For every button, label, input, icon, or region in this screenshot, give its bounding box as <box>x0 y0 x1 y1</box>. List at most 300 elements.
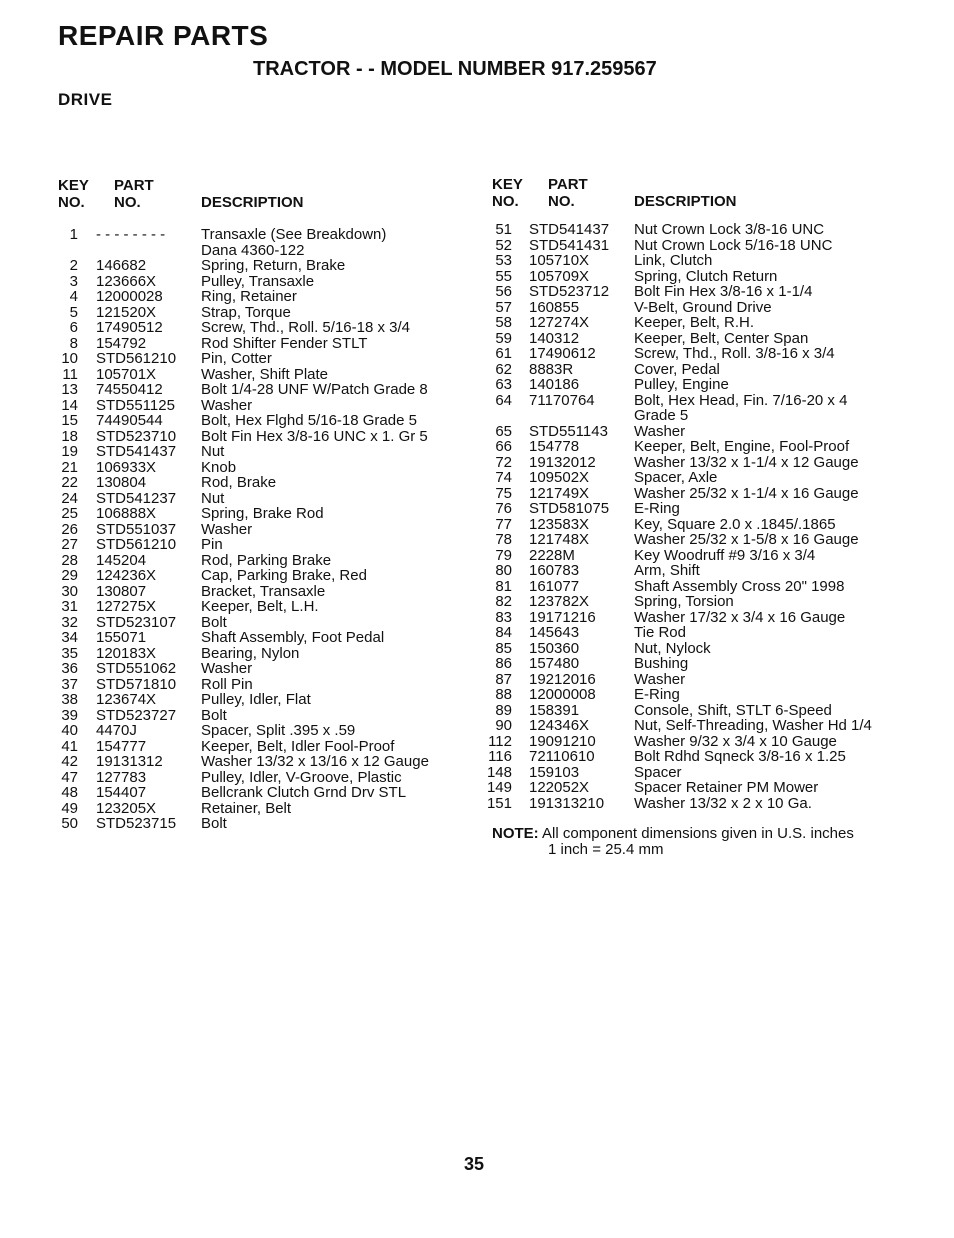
right-parts-list <box>480 222 900 811</box>
part-description: Nut Crown Lock 5/16-18 UNC <box>634 236 833 254</box>
part-description: Bolt Fin Hex 3/8-16 UNC x 1. Gr 5 <box>201 427 428 445</box>
table-row <box>480 687 900 703</box>
key-number: 85 <box>495 639 512 657</box>
table-row <box>40 413 460 429</box>
table-row <box>480 625 900 641</box>
key-number: 41 <box>61 737 78 755</box>
key-number: 10 <box>61 350 78 367</box>
key-number: 6 <box>69 319 78 336</box>
key-number: 61 <box>495 345 512 362</box>
part-number: 154407 <box>96 784 147 801</box>
part-description: Pulley, Engine <box>634 376 729 393</box>
part-number: 2228M <box>529 546 575 564</box>
key-number: 66 <box>495 438 512 455</box>
table-row <box>480 641 900 657</box>
page-number: 35 <box>464 1154 485 1174</box>
key-number: 18 <box>61 427 78 445</box>
part-number: STD561210 <box>96 536 177 553</box>
table-row <box>480 517 900 533</box>
key-number: 31 <box>61 598 78 615</box>
key-number: 24 <box>61 489 78 507</box>
table-row <box>40 351 460 367</box>
part-number: STD571810 <box>96 675 177 693</box>
part-number: 120183X <box>96 644 157 662</box>
part-number: 127274X <box>529 314 590 331</box>
part-description: Keeper, Belt, Center Span <box>634 329 809 347</box>
key-number: 148 <box>486 763 512 781</box>
key-number: 58 <box>495 314 512 331</box>
key-number: 87 <box>495 670 512 688</box>
part-description: Grade 5 <box>634 407 689 424</box>
part-number: 74490544 <box>96 412 163 429</box>
part-number: STD551143 <box>529 422 608 440</box>
right-key-header <box>492 176 523 210</box>
part-header-top: PART <box>114 177 154 194</box>
key-number: 13 <box>61 381 78 398</box>
key-number: 57 <box>495 298 512 316</box>
key-number: 116 <box>488 748 512 765</box>
part-description: Screw, Thd., Roll. 5/16-18 x 3/4 <box>201 319 410 336</box>
table-row <box>480 238 900 254</box>
table-row <box>480 331 900 347</box>
left-description-header: DESCRIPTION <box>201 194 304 211</box>
part-description: Washer <box>634 422 686 440</box>
part-description: Key, Square 2.0 x .1845/.1865 <box>634 515 836 533</box>
table-row <box>480 253 900 269</box>
table-row <box>480 672 900 688</box>
part-description: Shaft Assembly Cross 20" 1998 <box>634 577 845 595</box>
part-number: 17490612 <box>529 345 596 362</box>
part-description: Nut <box>201 489 225 507</box>
part-number: STD551125 <box>96 396 175 414</box>
part-number: 124346X <box>529 717 590 734</box>
table-row <box>40 336 460 352</box>
part-description: Pin, Cotter <box>201 350 272 367</box>
table-row <box>40 801 460 817</box>
page-title: REPAIR PARTS <box>58 20 269 51</box>
part-description: Ring, Retainer <box>201 288 297 305</box>
key-number: 83 <box>495 608 512 626</box>
table-row <box>40 506 460 522</box>
part-number: STD551037 <box>96 520 177 538</box>
table-row <box>480 455 900 471</box>
part-description: Spacer <box>634 763 682 781</box>
key-number: 1 <box>69 226 78 243</box>
part-number: 109502X <box>529 469 590 486</box>
part-number: 17490512 <box>96 319 163 336</box>
part-description: Spring, Clutch Return <box>634 267 778 285</box>
table-row <box>480 765 900 781</box>
part-description: Washer 17/32 x 3/4 x 16 Gauge <box>634 608 846 626</box>
key-number: 151 <box>486 794 512 812</box>
key-number: 90 <box>495 717 512 734</box>
part-description: Washer <box>201 396 253 414</box>
table-row <box>40 770 460 786</box>
table-row <box>40 754 460 770</box>
part-description: Bolt Rdhd Sqneck 3/8-16 x 1.25 <box>634 748 846 765</box>
part-description: Keeper, Belt, Idler Fool-Proof <box>201 737 395 755</box>
key-number: 59 <box>495 329 512 347</box>
key-number: 11 <box>62 365 78 383</box>
right-part-header <box>548 176 588 210</box>
part-description: Pulley, Idler, Flat <box>201 691 311 708</box>
part-description: Bolt, Hex Head, Fin. 7/16-20 x 4 <box>634 391 848 409</box>
table-row <box>40 692 460 708</box>
section-heading: DRIVE <box>58 90 113 109</box>
part-description: Keeper, Belt, L.H. <box>201 598 319 615</box>
key-number: 63 <box>495 376 512 393</box>
left-part-header <box>114 177 154 211</box>
part-description: Bellcrank Clutch Grnd Drv STL <box>201 784 407 801</box>
part-description: Bushing <box>634 655 689 672</box>
key-number: 89 <box>495 701 512 719</box>
table-row <box>480 796 900 812</box>
part-number: 123782X <box>529 593 590 610</box>
part-number: 123583X <box>529 515 590 533</box>
key-number: 39 <box>61 706 78 724</box>
table-row <box>480 408 900 424</box>
table-row <box>40 723 460 739</box>
table-row <box>40 444 460 460</box>
table-row <box>480 486 900 502</box>
part-description: Retainer, Belt <box>201 799 292 817</box>
part-number: 8883R <box>529 360 574 378</box>
part-description: Washer 25/32 x 1-5/8 x 16 Gauge <box>634 531 859 548</box>
table-row <box>480 470 900 486</box>
table-row <box>40 258 460 274</box>
key-number: 28 <box>61 551 78 569</box>
key-number: 37 <box>61 675 78 693</box>
part-number: 72110610 <box>529 748 595 765</box>
key-number: 79 <box>495 546 512 564</box>
part-description: Transaxle (See Breakdown) <box>201 226 387 243</box>
part-number: 122052X <box>529 779 590 796</box>
part-number: 158391 <box>529 701 580 719</box>
key-number: 5 <box>69 303 78 321</box>
table-row <box>480 532 900 548</box>
part-description: Spring, Brake Rod <box>201 505 324 522</box>
part-number: 160855 <box>529 298 580 316</box>
key-header-top: KEY <box>58 177 89 194</box>
part-number: 106888X <box>96 505 157 522</box>
table-row <box>40 429 460 445</box>
part-number: STD523107 <box>96 613 177 631</box>
table-row <box>40 785 460 801</box>
part-description: Console, Shift, STLT 6-Speed <box>634 701 832 719</box>
table-row <box>480 594 900 610</box>
table-row <box>480 377 900 393</box>
left-key-header <box>58 177 89 211</box>
table-row <box>480 703 900 719</box>
table-row <box>40 630 460 646</box>
table-row <box>480 563 900 579</box>
part-number: 150360 <box>529 639 580 657</box>
model-subtitle: TRACTOR - - MODEL NUMBER 917.259567 <box>253 58 657 80</box>
key-number: 55 <box>495 267 512 285</box>
table-row <box>480 718 900 734</box>
part-number: 105709X <box>529 267 590 285</box>
key-number: 75 <box>495 484 512 502</box>
key-number: 42 <box>61 753 78 770</box>
part-description: Washer <box>201 660 253 677</box>
table-row <box>40 677 460 693</box>
key-number: 77 <box>495 515 512 533</box>
part-description: Nut <box>201 443 225 460</box>
part-number: 4470J <box>96 722 137 739</box>
part-description: Dana 4360-122 <box>201 241 305 259</box>
part-number: 155071 <box>96 629 147 646</box>
key-number: 72 <box>495 453 512 471</box>
part-description: Key Woodruff #9 3/16 x 3/4 <box>634 546 816 564</box>
part-description: Washer <box>201 520 253 538</box>
key-number: 76 <box>495 500 512 517</box>
key-number: 78 <box>495 531 512 548</box>
right-description-header: DESCRIPTION <box>634 193 737 210</box>
table-row <box>40 305 460 321</box>
note-conversion: 1 inch = 25.4 mm <box>548 841 664 858</box>
part-number: STD541437 <box>529 221 610 238</box>
part-number: STD561210 <box>96 350 177 367</box>
part-description: Keeper, Belt, R.H. <box>634 314 755 331</box>
table-row <box>480 656 900 672</box>
part-number: 140312 <box>529 329 580 347</box>
key-number: 112 <box>488 732 512 750</box>
part-description: Rod, Parking Brake <box>201 551 332 569</box>
table-row <box>40 320 460 336</box>
part-number: 19171216 <box>529 608 596 626</box>
key-number: 74 <box>495 469 512 486</box>
key-number: 84 <box>495 624 512 641</box>
part-number: 159103 <box>529 763 580 781</box>
table-row <box>40 367 460 383</box>
part-number: 157480 <box>529 655 580 672</box>
table-row <box>480 393 900 409</box>
part-description: Bolt, Hex Flghd 5/16-18 Grade 5 <box>201 412 417 429</box>
key-number: 30 <box>61 582 78 600</box>
part-number: STD551062 <box>96 660 177 677</box>
part-number: STD523727 <box>96 706 177 724</box>
key-number: 32 <box>61 613 78 631</box>
key-number: 48 <box>61 784 78 801</box>
key-number: 14 <box>61 396 78 414</box>
part-number: 161077 <box>529 577 580 595</box>
part-header-bottom: NO. <box>548 193 575 210</box>
table-row <box>40 475 460 491</box>
part-number: 130807 <box>96 582 147 600</box>
part-number: 127783 <box>96 768 147 786</box>
part-description: Spring, Torsion <box>634 593 734 610</box>
part-number: 160783 <box>529 562 580 579</box>
key-number: 38 <box>61 691 78 708</box>
note-text: All component dimensions given in U.S. inches <box>542 825 854 842</box>
table-row <box>480 284 900 300</box>
part-description: Washer 9/32 x 3/4 x 10 Gauge <box>634 732 837 750</box>
key-number: 56 <box>495 283 512 300</box>
table-row <box>40 553 460 569</box>
table-row <box>40 522 460 538</box>
part-number: 19131312 <box>96 753 163 770</box>
part-description: Bolt 1/4-28 UNF W/Patch Grade 8 <box>201 381 428 398</box>
note-label: NOTE: <box>492 825 539 842</box>
part-description: Bolt <box>201 706 227 724</box>
table-row <box>480 315 900 331</box>
part-description: E-Ring <box>634 500 680 517</box>
key-number: 81 <box>495 577 512 595</box>
table-row <box>40 289 460 305</box>
part-description: Nut, Nylock <box>634 639 711 657</box>
key-number: 47 <box>61 768 78 786</box>
part-description: Bracket, Transaxle <box>201 582 326 600</box>
table-row <box>40 568 460 584</box>
table-row <box>40 227 460 243</box>
part-number: STD581075 <box>529 500 610 517</box>
table-row <box>40 615 460 631</box>
part-description: Shaft Assembly, Foot Pedal <box>201 629 385 646</box>
table-row <box>40 584 460 600</box>
part-number: 146682 <box>96 257 147 274</box>
key-number: 82 <box>495 593 512 610</box>
key-number: 62 <box>495 360 512 378</box>
key-number: 21 <box>61 458 78 476</box>
key-number: 88 <box>495 686 512 703</box>
key-number: 52 <box>495 236 512 254</box>
part-number: STD541437 <box>96 443 177 460</box>
key-header-bottom: NO. <box>58 194 85 211</box>
key-number: 8 <box>69 334 78 352</box>
key-number: 19 <box>61 443 78 460</box>
part-number: 105710X <box>529 252 590 269</box>
part-description: Washer 13/32 x 1-1/4 x 12 Gauge <box>634 453 859 471</box>
part-description: Link, Clutch <box>634 252 713 269</box>
part-number: 121749X <box>529 484 590 502</box>
key-number: 22 <box>61 474 78 491</box>
part-description: Roll Pin <box>201 675 253 693</box>
table-row <box>480 548 900 564</box>
key-number: 2 <box>69 257 78 274</box>
table-row <box>40 708 460 724</box>
part-number: 121520X <box>96 303 157 321</box>
part-description: Spacer Retainer PM Mower <box>634 779 819 796</box>
part-number: 191313210 <box>529 794 605 812</box>
part-number: 123205X <box>96 799 157 817</box>
table-row <box>480 780 900 796</box>
table-row <box>40 537 460 553</box>
key-number: 35 <box>61 644 78 662</box>
part-number: 19132012 <box>529 453 596 471</box>
part-header-top: PART <box>548 176 588 193</box>
part-number: STD541237 <box>96 489 177 507</box>
part-number: 123666X <box>96 272 157 290</box>
table-row <box>40 816 460 832</box>
part-description: Cover, Pedal <box>634 360 720 378</box>
table-row <box>40 739 460 755</box>
key-number: 25 <box>61 505 78 522</box>
part-number: 71170764 <box>529 391 595 409</box>
part-number: 106933X <box>96 458 157 476</box>
part-number: 123674X <box>96 691 157 708</box>
table-row <box>480 424 900 440</box>
part-number: 145204 <box>96 551 147 569</box>
part-description: V-Belt, Ground Drive <box>634 298 772 316</box>
part-description: Nut Crown Lock 3/8-16 UNC <box>634 221 825 238</box>
table-row <box>480 300 900 316</box>
part-description: Bolt Fin Hex 3/8-16 x 1-1/4 <box>634 283 813 300</box>
table-row <box>40 243 460 259</box>
part-description: Bolt <box>201 815 227 832</box>
part-description: Pin <box>201 536 223 553</box>
key-number: 80 <box>495 562 512 579</box>
part-number: 127275X <box>96 598 157 615</box>
part-number: 19091210 <box>529 732 596 750</box>
part-description: Spring, Return, Brake <box>201 257 346 274</box>
table-row <box>480 579 900 595</box>
table-row <box>40 460 460 476</box>
table-row <box>40 661 460 677</box>
part-number: 140186 <box>529 376 580 393</box>
part-description: Tie Rod <box>634 624 686 641</box>
key-number: 3 <box>69 272 78 290</box>
table-row <box>480 501 900 517</box>
table-row <box>480 734 900 750</box>
table-row <box>40 382 460 398</box>
key-number: 29 <box>61 567 78 584</box>
part-number: STD523710 <box>96 427 177 445</box>
part-number: 74550412 <box>96 381 163 398</box>
table-row <box>480 439 900 455</box>
part-description: Nut, Self-Threading, Washer Hd 1/4 <box>634 717 872 734</box>
part-description: Washer <box>634 670 686 688</box>
part-number: 121748X <box>529 531 590 548</box>
part-number: STD523715 <box>96 815 177 832</box>
key-number: 149 <box>486 779 512 796</box>
key-number: 26 <box>61 520 78 538</box>
key-number: 53 <box>495 252 512 269</box>
table-row <box>480 222 900 238</box>
part-description: Bolt <box>201 613 227 631</box>
part-number: 154792 <box>96 334 147 352</box>
part-description: Washer 13/32 x 2 x 10 Ga. <box>634 794 812 812</box>
table-row <box>480 346 900 362</box>
part-number: 154777 <box>96 737 147 755</box>
part-number: 12000028 <box>96 288 163 305</box>
table-row <box>40 646 460 662</box>
key-number: 34 <box>61 629 78 646</box>
table-row <box>480 269 900 285</box>
table-row <box>480 610 900 626</box>
part-description: Spacer, Split .395 x .59 <box>201 722 356 739</box>
part-description: Spacer, Axle <box>634 469 718 486</box>
key-number: 4 <box>69 288 78 305</box>
part-description: Knob <box>201 458 237 476</box>
part-number: 105701X <box>96 365 157 383</box>
part-description: Pulley, Idler, V-Groove, Plastic <box>201 768 402 786</box>
key-header-top: KEY <box>492 176 523 193</box>
part-description: Washer, Shift Plate <box>201 365 329 383</box>
part-number: STD541431 <box>529 236 610 254</box>
part-description: Washer 13/32 x 13/16 x 12 Gauge <box>201 753 429 770</box>
part-description: E-Ring <box>634 686 680 703</box>
part-number: 130804 <box>96 474 147 491</box>
table-row <box>40 274 460 290</box>
part-description: Rod, Brake <box>201 474 277 491</box>
key-number: 40 <box>61 722 78 739</box>
part-number: 154778 <box>529 438 580 455</box>
key-number: 27 <box>61 536 78 553</box>
key-number: 86 <box>495 655 512 672</box>
part-header-bottom: NO. <box>114 194 141 211</box>
part-number: 19212016 <box>529 670 596 688</box>
part-description: Arm, Shift <box>634 562 700 579</box>
